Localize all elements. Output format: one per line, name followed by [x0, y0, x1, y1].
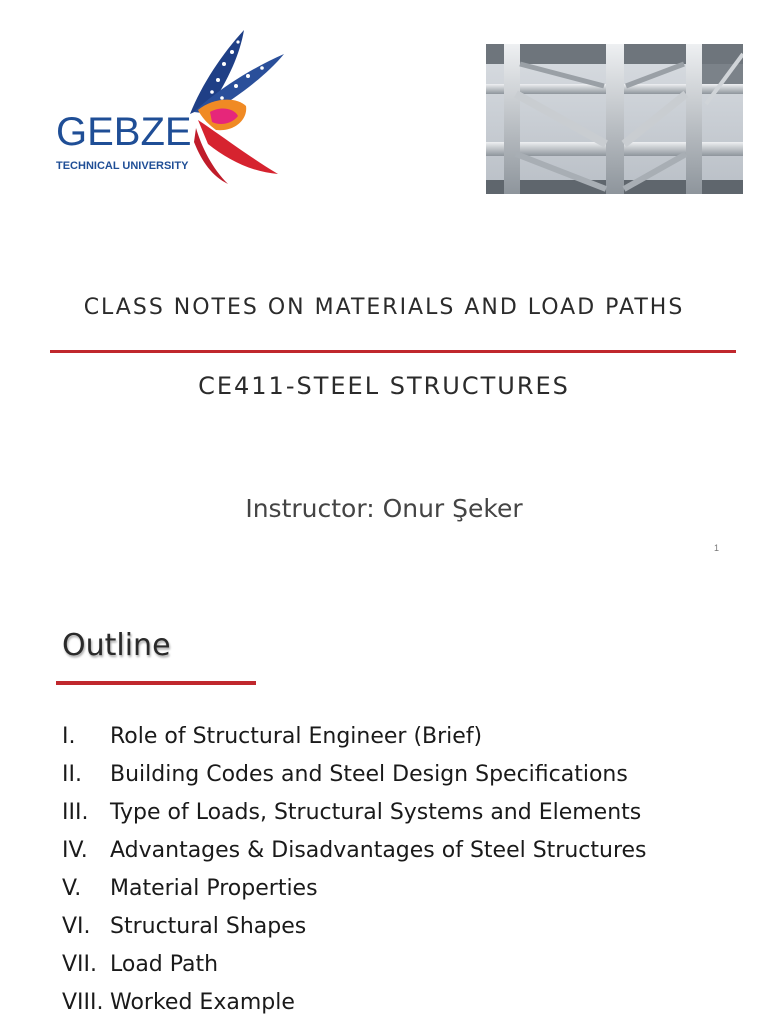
document-title: CLASS NOTES ON MATERIALS AND LOAD PATHS — [83, 295, 685, 320]
logo-wordmark: GEBZE — [56, 110, 192, 154]
outline-item — [62, 908, 647, 946]
outline-item — [62, 794, 647, 832]
outline-item — [62, 832, 647, 870]
university-logo — [52, 24, 292, 184]
item-text: Worked Example — [110, 990, 295, 1015]
item-numeral: III. — [62, 800, 89, 825]
item-numeral: VII. — [62, 952, 98, 977]
outline-item — [62, 946, 647, 984]
heading-underline — [56, 681, 256, 685]
outline-heading: Outline — [62, 628, 171, 663]
item-text: Role of Structural Engineer (Brief) — [110, 724, 483, 749]
item-numeral: V. — [62, 876, 82, 901]
page-number: 1 — [714, 543, 720, 553]
instructor-name: Instructor: Onur Şeker — [245, 494, 523, 523]
item-numeral: I. — [62, 724, 76, 749]
steel-frame-photo — [486, 44, 743, 194]
course-title: CE411-STEEL STRUCTURES — [198, 372, 570, 400]
item-text: Load Path — [110, 952, 219, 977]
title-divider — [50, 350, 736, 353]
logo-subtitle: TECHNICAL UNIVERSITY — [56, 160, 189, 172]
outline-item — [62, 870, 647, 908]
outline-list — [62, 718, 647, 1022]
item-numeral: VI. — [62, 914, 91, 939]
item-text: Material Properties — [110, 876, 318, 901]
outline-item — [62, 984, 647, 1022]
item-numeral: II. — [62, 762, 82, 787]
item-numeral: IV. — [62, 838, 88, 863]
item-numeral: VIII. — [62, 990, 104, 1015]
item-text: Structural Shapes — [110, 914, 307, 939]
item-text: Type of Loads, Structural Systems and Elements — [110, 800, 642, 825]
outline-slide — [0, 570, 768, 1024]
item-text: Building Codes and Steel Design Specifications — [110, 762, 628, 787]
outline-item — [62, 756, 647, 794]
item-text: Advantages & Disadvantages of Steel Structures — [110, 838, 647, 863]
outline-item — [62, 718, 647, 756]
